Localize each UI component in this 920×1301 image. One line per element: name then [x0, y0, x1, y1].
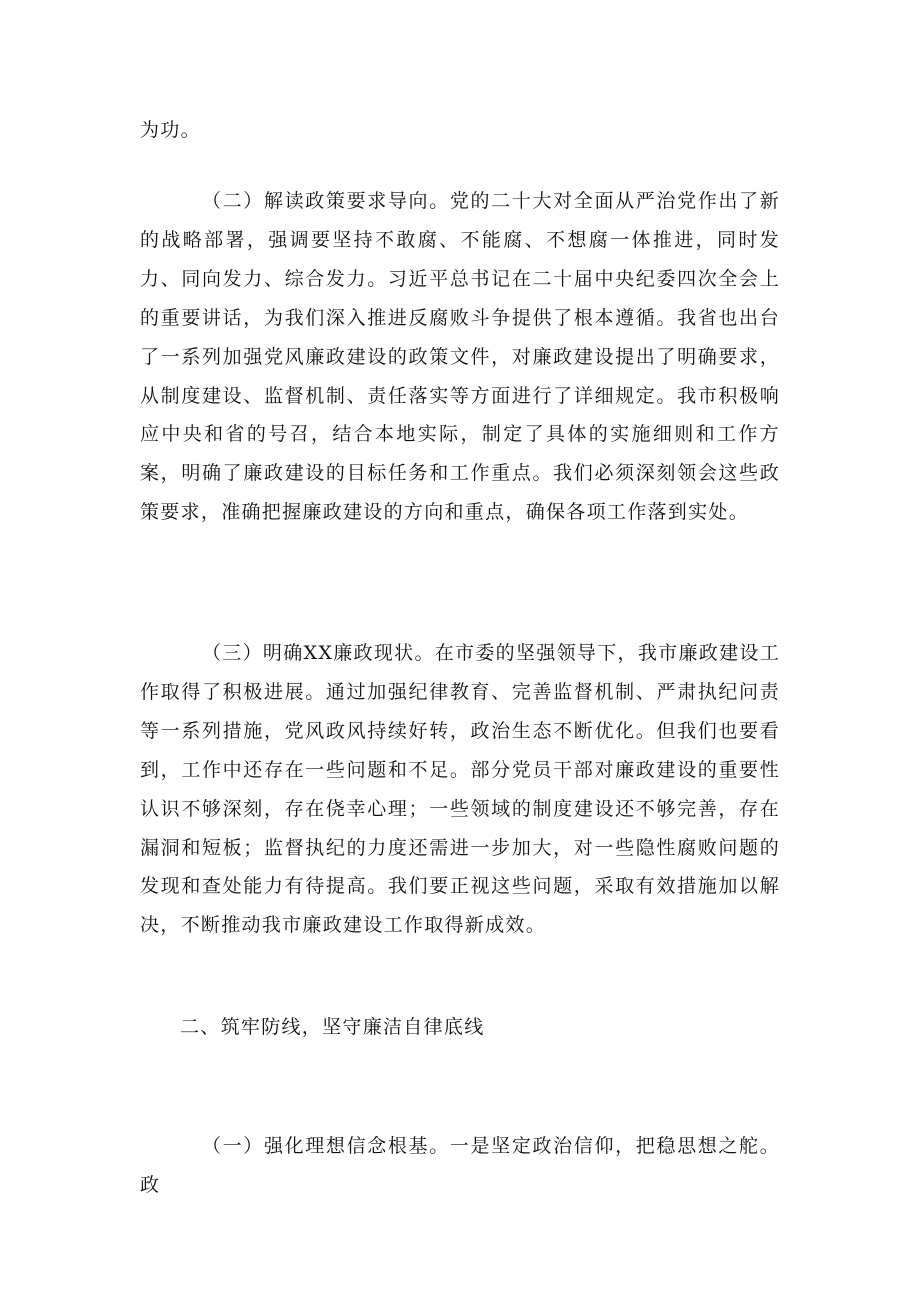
- paragraph-continuation: 为功。: [140, 119, 201, 141]
- paragraph-current-status: （三）明确XX廉政现状。在市委的坚强领导下，我市廉政建设工作取得了积极进展。通过加强纪律教育、完善监督机制、严肃执纪问责等一系列措施，党风政风持续好转，政治生态不断优化。但我们也要看到，工作中还存在一些问题和不足。部分党员干部对廉政建设的重要性认识不够深刻，存在侥幸心理；一些领域的制度建设还不够完善，存在漏洞和短板；监督执纪的力度还需进一步加大，对一些隐性腐败问题的发现和查处能力有待提高。我们要正视这些问题，采取有效措施加以解决，不断推动我市廉政建设工作取得新成效。: [140, 642, 780, 937]
- paragraph-policy-requirements: （二）解读政策要求导向。党的二十大对全面从严治党作出了新的战略部署，强调要坚持不敢腐、不能腐、不想腐一体推进，同时发力、同向发力、综合发力。习近平总书记在二十届中央纪委四次全会上的重要讲话，为我们深入推进反腐败斗争提供了根本遵循。我省也出台了一系列加强党风廉政建设的政策文件，对廉政建设提出了明确要求，从制度建设、监督机制、责任落实等方面进行了详细规定。我市积极响应中央和省的号召，结合本地实际，制定了具体的实施细则和工作方案，明确了廉政建设的目标任务和工作重点。我们必须深刻领会这些政策要求，准确把握廉政建设的方向和重点，确保各项工作落到实处。: [140, 190, 780, 524]
- paragraph-ideals-beliefs: （一）强化理想信念根基。一是坚定政治信仰，把稳思想之舵。政: [140, 1135, 780, 1196]
- section-heading: 二、筑牢防线，坚守廉洁自律底线: [180, 1016, 485, 1038]
